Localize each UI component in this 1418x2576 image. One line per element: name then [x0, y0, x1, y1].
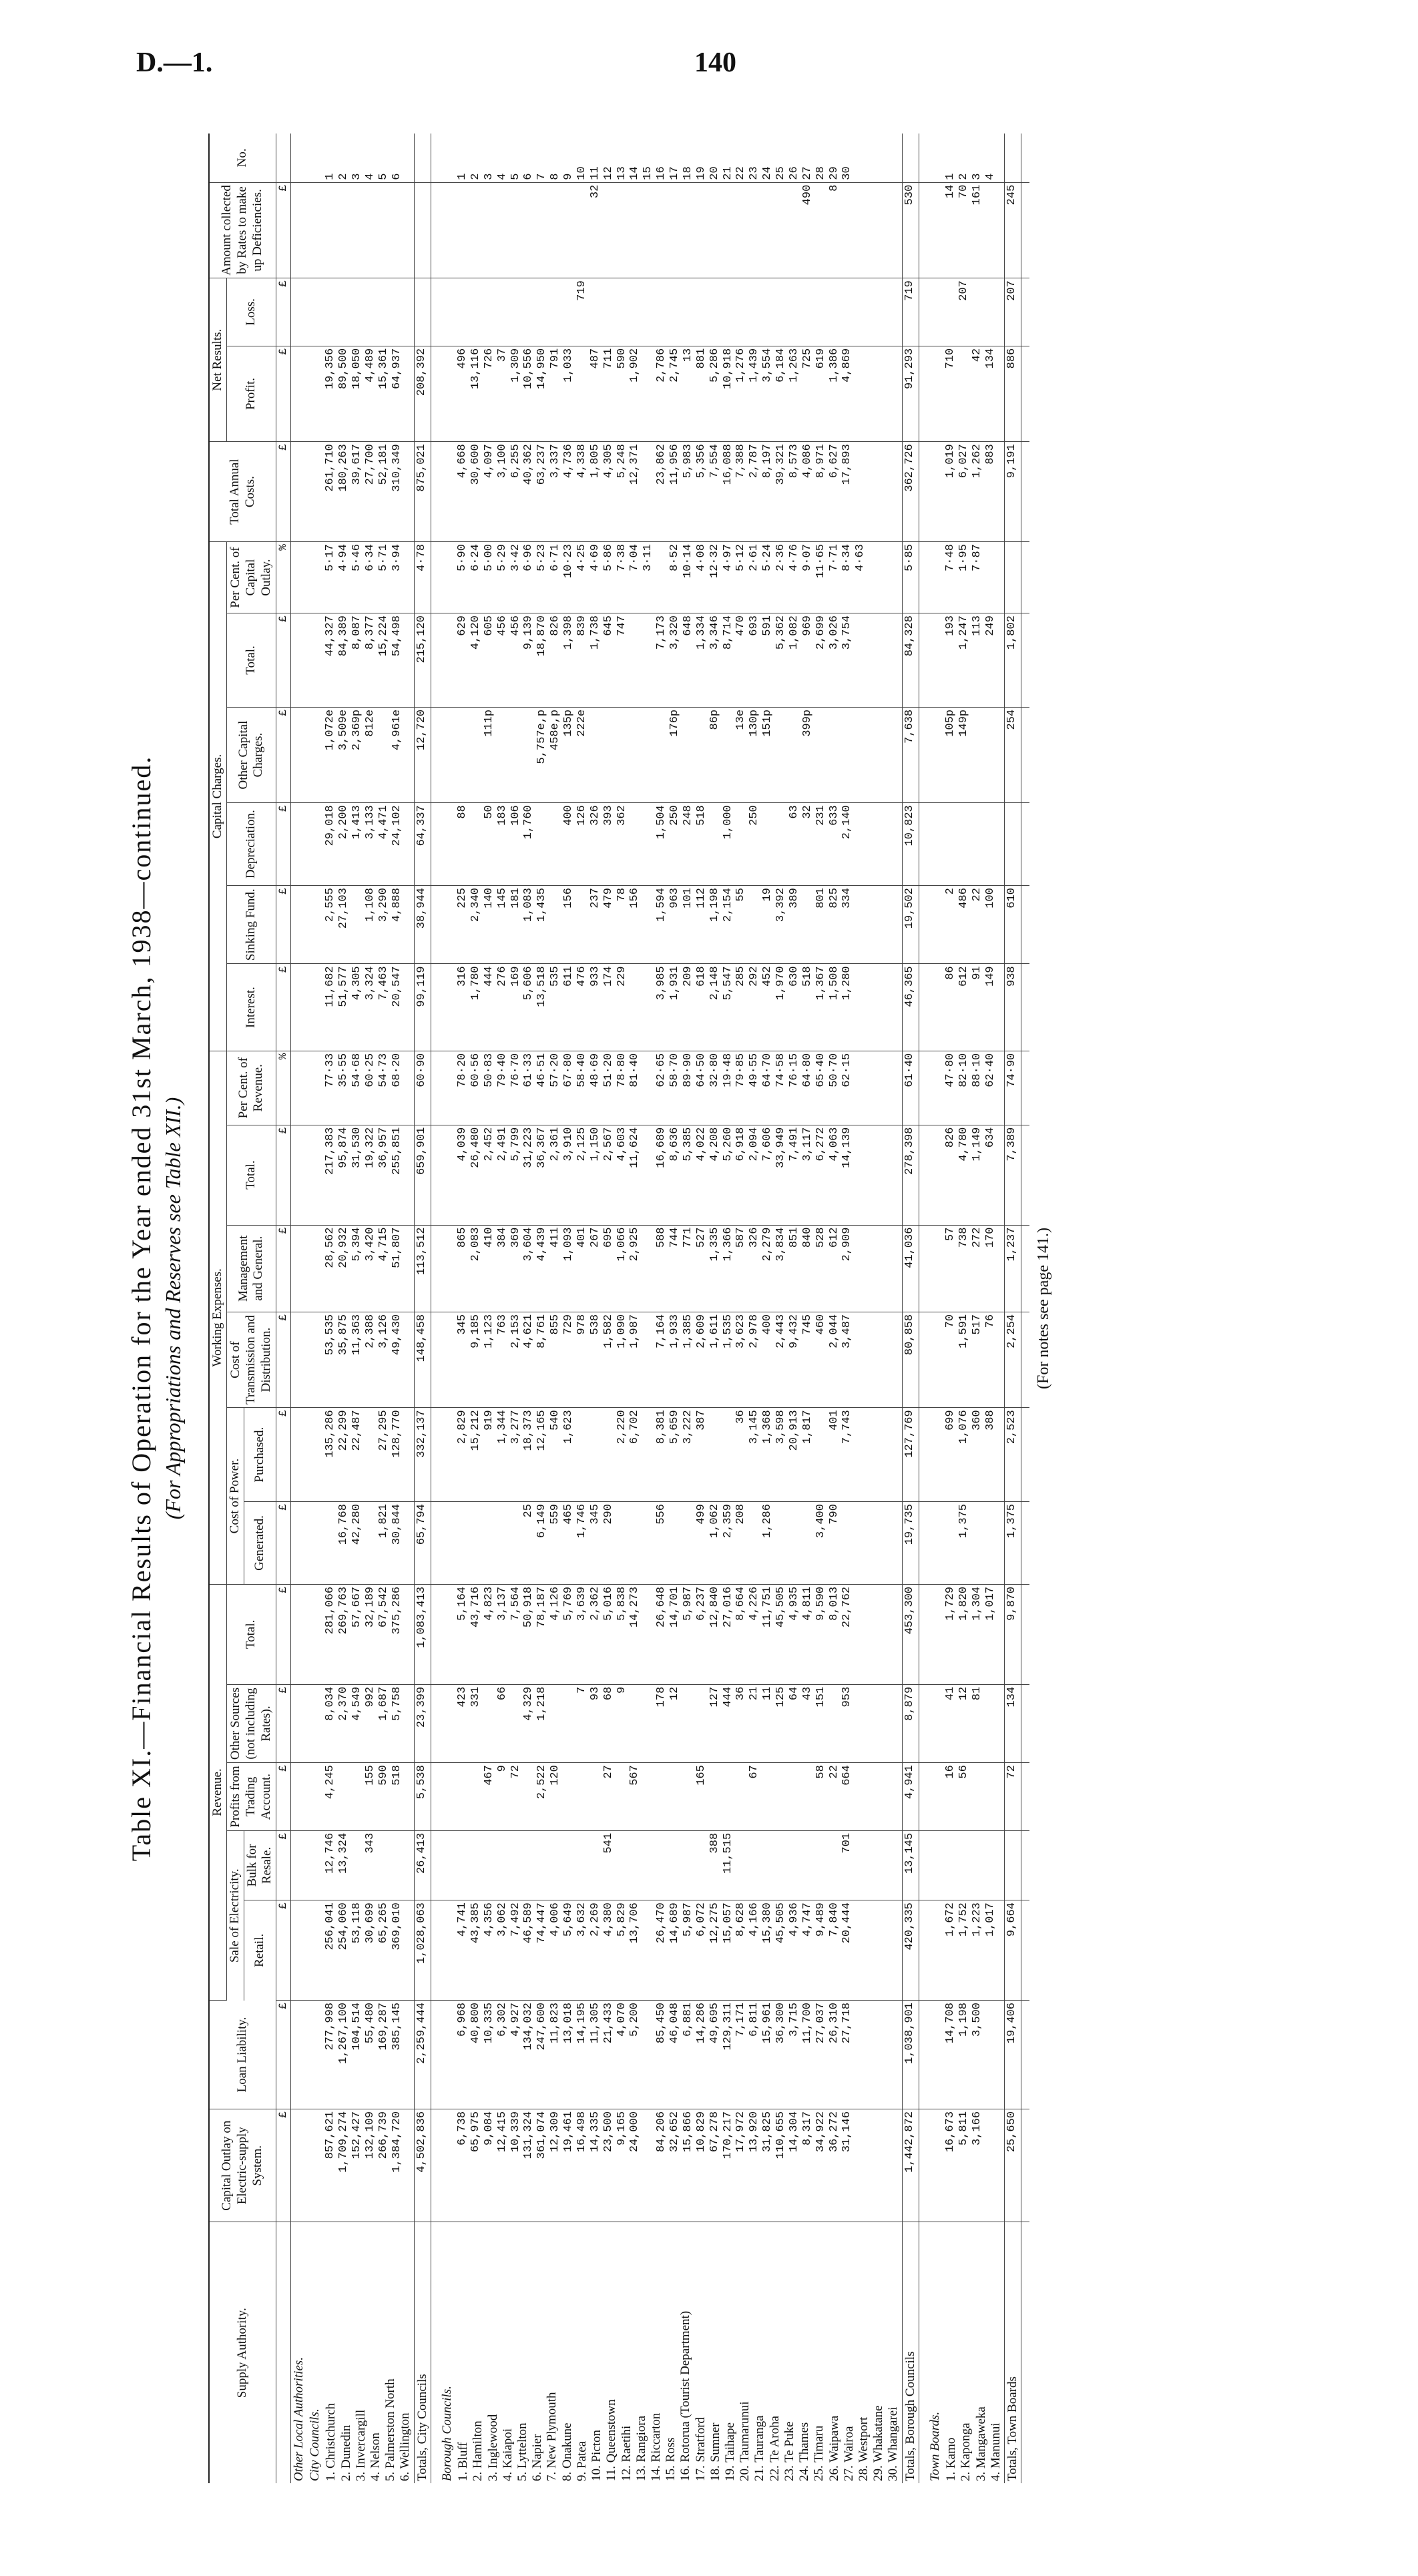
city-loss-column [323, 278, 414, 346]
borough-pct-rev-column: 78·20 60·56 50·83 79·40 76·70 61·33 46·51 57·20 67·80 58·40 48·69 51·20 78·80 81·40 62·65 58·70 89·90 64·50 32·80 19·48 79·85 49·55 64·70 74·58 76·15 64·80 65·40 50·70 62·15 [455, 1051, 902, 1125]
city-interest-column: 11,682 51,577 4,305 3,324 7,463 20,547 [323, 964, 414, 1051]
city-other-cap-column: 1,072e 3,509e 2,369p 812e 4,961e [323, 707, 414, 802]
capital-charges-header: Capital Charges. [209, 542, 226, 1051]
revenue-total-header: Total. [226, 1584, 276, 1684]
borough-loss-column: 719 [455, 278, 902, 346]
city-total-loan: 2,259,444 [414, 2001, 431, 2109]
town-total-cc-total: 1,802 [1004, 613, 1021, 708]
city-purchased-column: 135,286 22,299 22,487 27,295 128,770 [323, 1408, 414, 1502]
city-transmission-column: 53,535 35,875 11,363 2,388 3,126 49,430 [323, 1312, 414, 1407]
unit-cell: £ [276, 1830, 291, 1900]
supply-authority-header: Supply Authority. [209, 2222, 276, 2483]
unit-cell: £ [276, 613, 291, 708]
city-names: 1. Christchurch 2. Dunedin 3. Invercargill 4. Nelson 5. Palmerston North 6. Wellington [324, 2378, 413, 2481]
borough-total-label: Totals, Borough Councils [902, 2222, 919, 2483]
city-rates-column [323, 182, 414, 278]
city-rev-total-column: 281,066 269,763 57,667 32,189 67,542 375,286 [323, 1584, 414, 1684]
town-total-depreciation [1004, 803, 1021, 886]
town-pct-rev-column: 47·80 82·10 88·10 62·40 [943, 1051, 1004, 1125]
town-other-column: 41 12 81 [943, 1684, 1004, 1762]
unit-cell: £ [276, 1225, 291, 1312]
city-management-column: 28,562 20,932 5,394 3,420 4,715 51,807 [323, 1225, 414, 1312]
capital-total-header: Total. [226, 613, 276, 708]
town-generated-column: 1,375 [943, 1502, 1004, 1585]
town-total-retail: 9,664 [1004, 1900, 1021, 2001]
city-total-other-cap: 12,720 [414, 707, 431, 802]
borough-total-pct-rev: 61·40 [902, 1051, 919, 1125]
city-total-pct-rev: 60·90 [414, 1051, 431, 1125]
town-interest-column: 86 612 91 149 [943, 964, 1004, 1051]
percent-capital-header: Per Cent. of Capital Outlay. [226, 542, 276, 613]
city-total-rates [414, 182, 431, 278]
city-loan-column: 277,998 1,267,100 104,514 55,480 169,287 385,145 [323, 2001, 414, 2109]
unit-cell: £ [276, 1684, 291, 1762]
transmission-header: Cost of Transmission and Distribution. [226, 1312, 276, 1407]
city-row-numbers: 1 2 3 4 5 6 [323, 134, 414, 182]
borough-total-management: 41,036 [902, 1225, 919, 1312]
unit-cell: £ [276, 182, 291, 278]
city-total-retail: 1,028,063 [414, 1900, 431, 2001]
borough-total-depreciation: 10,823 [902, 803, 919, 886]
borough-total-purchased: 127,769 [902, 1408, 919, 1502]
borough-total-cc-total: 84,328 [902, 613, 919, 708]
town-total-generated: 1,375 [1004, 1502, 1021, 1585]
borough-total-bulk: 13,145 [902, 1830, 919, 1900]
city-generated-column: 16,768 42,280 1,821 30,844 [323, 1502, 414, 1585]
town-total-pct-cap [1004, 542, 1021, 613]
city-total-loss [414, 278, 431, 346]
city-profit-column: 19,356 89,500 18,050 4,489 15,361 64,937 [323, 346, 414, 441]
town-cc-total-column: 193 1,247 113 249 [943, 613, 1004, 708]
unit-cell: £ [276, 1502, 291, 1585]
city-depreciation-column: 29,018 2,200 1,413 3,133 4,471 24,102 [323, 803, 414, 886]
city-sinking-column: 2,555 27,103 1,108 3,290 4,888 [323, 886, 414, 964]
town-total-profits: 72 [1004, 1763, 1021, 1831]
borough-total-retail: 420,335 [902, 1900, 919, 2001]
borough-profit-column: 496 13,116 726 37 1,309 10,556 14,950 791 1,033 487 711 590 1,902 2,786 2,745 13 881 5,286 10,918 1,276 1,439 3,554 6,184 1,263 725 619 1,386 4,869 [455, 346, 902, 441]
generated-header: Generated. [244, 1502, 276, 1585]
borough-total-capital: 1,442,872 [902, 2109, 919, 2222]
section-borough-councils [439, 134, 455, 2483]
town-row-numbers: 1 2 3 4 [943, 134, 1004, 182]
borough-profits-column: 467 9 72 2,522 120 27 567 165 67 58 22 664 [455, 1763, 902, 1831]
city-total-row [414, 134, 431, 2483]
section-city-councils [307, 134, 323, 2483]
total-annual-costs-header: Total Annual Costs. [209, 442, 276, 542]
borough-other-cap-column: 111p 5,757e,p 458e,p 135p 222e 176p 86p 13e 130p 151p 399p [455, 707, 902, 802]
city-total-sinking: 38,944 [414, 886, 431, 964]
revenue-header: Revenue. [209, 1584, 226, 2000]
borough-generated-column: 25 6,149 559 465 1,746 345 290 556 499 1,062 2,359 208 1,286 3,400 790 [455, 1502, 902, 1585]
city-total-we-total: 659,901 [414, 1125, 431, 1225]
town-management-column: 57 738 272 170 [943, 1225, 1004, 1312]
table-subtitle: (For Appropriations and Reserves see Table XII.) [161, 1097, 185, 1520]
town-total-capital: 25,650 [1004, 2109, 1021, 2222]
town-capital-column: 16,673 5,811 3,166 [943, 2109, 1004, 2222]
borough-total-pct-cap: 5·85 [902, 542, 919, 613]
town-total-annual: 9,191 [1004, 442, 1021, 542]
other-capital-charges-header: Other Capital Charges. [226, 707, 276, 802]
unit-cell: % [276, 542, 291, 613]
working-expenses-header: Working Expenses. [209, 1051, 226, 1584]
profit-header: Profit. [226, 346, 276, 441]
city-retail-column: 256,041 254,060 53,118 30,699 65,265 369,010 [323, 1900, 414, 2001]
borough-total-transmission: 80,858 [902, 1312, 919, 1407]
city-we-total-column: 217,383 95,874 31,530 19,322 36,957 255,851 [323, 1125, 414, 1225]
town-sinking-column: 2 486 22 100 [943, 886, 1004, 964]
table-body [276, 134, 1030, 2483]
unit-cell: £ [276, 1900, 291, 2001]
town-profit-column: 710 42 134 [943, 346, 1004, 441]
unit-cell: £ [276, 2109, 291, 2222]
unit-cell: £ [276, 442, 291, 542]
city-pct-rev-column: 77·33 35·55 54·68 60·25 54·73 68·20 [323, 1051, 414, 1125]
town-total-label: Totals, Town Boards [1004, 2222, 1021, 2483]
town-rev-total-column: 1,729 1,820 1,304 1,017 [943, 1584, 1004, 1684]
borough-capital-column: 6,738 65,975 9,084 12,415 10,339 131,324 361,074 12,309 19,461 16,498 14,335 23,500 9,165 24,000 84,206 32,652 15,866 10,829 67,278 170,217 17,972 13,920 31,825 110,655 14,304 8,317 34,922 36,272 31,146 [455, 2109, 902, 2222]
sinking-fund-header: Sinking Fund. [226, 886, 276, 964]
town-we-total-column: 826 4,780 1,149 634 [943, 1125, 1004, 1225]
retail-header: Retail. [244, 1900, 276, 2001]
unit-cell: £ [276, 1763, 291, 1831]
town-total-transmission: 2,254 [1004, 1312, 1021, 1407]
borough-total-profit: 91,293 [902, 346, 919, 441]
trading-profits-header: Profits from Trading Account. [226, 1763, 276, 1831]
footnote: (For notes see page 141.) [1035, 1228, 1053, 1389]
city-total-transmission: 148,458 [414, 1312, 431, 1407]
borough-management-column: 865 2,083 410 384 369 3,604 4,439 411 1,093 401 267 695 1,066 2,925 588 744 771 527 1,335 1,366 587 326 2,279 3,834 851 840 528 612 2,909 [455, 1225, 902, 1312]
city-total-purchased: 332,137 [414, 1408, 431, 1502]
unit-cell: £ [276, 278, 291, 346]
town-total-loss: 207 [1004, 278, 1021, 346]
rotated-table-page [120, 134, 1275, 2483]
depreciation-header: Depreciation. [226, 803, 276, 886]
town-total-loan: 19,406 [1004, 2001, 1021, 2109]
borough-names: 1. Bluff 2. Hamilton 3. Inglewood 4. Kaiapoi 5. Lyttelton 6. Napier 7. New Plymouth 8. Onakune 9. Patea 10. Picton 11. Queenstown 12. Raetihi 13. Rangiora 14. Riccarton 15. Ross 16. Rotorua (Tourist Department) 17. Stratford 18. Sumner 19. Taihape 20. Taumarunui 21. Tauranga 22. Te Aroha 23. Te Puke 24. Thames 25. Timaru 26. Waipawa 27. Wairoa 28. Westport 29. Whakatane 30. Whangarei [456, 2310, 901, 2481]
page-ref: D.—1. [136, 47, 213, 78]
borough-total-other-cap: 7,638 [902, 707, 919, 802]
unit-cell: £ [276, 1125, 291, 1225]
city-annual-column: 261,710 180,263 39,617 27,700 52,181 310,349 [323, 442, 414, 542]
town-total-pct-rev: 74·90 [1004, 1051, 1021, 1125]
borough-purchased-column: 2,829 15,212 919 1,344 3,277 18,373 12,165 540 1,623 2,220 6,702 8,381 5,659 3,222 387 36 3,145 1,368 3,598 20,913 1,817 401 7,743 [455, 1408, 902, 1502]
section-borough-councils-label: Borough Councils. [439, 2386, 454, 2481]
city-total-annual: 875,021 [414, 442, 431, 542]
borough-row-numbers: 1 2 3 4 5 6 7 8 9 10 11 12 13 14 15 16 17 18 19 20 21 22 23 24 25 26 27 28 29 30 [455, 134, 902, 182]
unit-cell: £ [276, 707, 291, 802]
unit-cell: % [276, 1051, 291, 1125]
unit-cell: £ [276, 1312, 291, 1407]
unit-cell: £ [276, 1584, 291, 1684]
borough-total-loss: 719 [902, 278, 919, 346]
city-total-capital: 4,502,836 [414, 2109, 431, 2222]
city-total-label: Totals, City Councils [414, 2222, 431, 2483]
town-names: 1. Kamo 2. Kaponga 3. Mangaweka 4. Manunui [944, 2406, 1003, 2481]
town-total-management: 1,237 [1004, 1225, 1021, 1312]
city-total-pct-cap: 4·78 [414, 542, 431, 613]
borough-interest-column: 316 1,780 444 276 169 5,606 13,518 535 611 476 933 174 229 3,985 1,931 209 618 2,148 5,547 285 292 452 1,970 630 518 1,367 1,508 1,280 [455, 964, 902, 1051]
town-total-rates: 245 [1004, 182, 1021, 278]
section-city-councils-label: City Councils. [308, 2408, 322, 2481]
borough-cc-total-column: 629 4,120 605 456 456 9,139 18,870 826 1,398 839 1,738 645 747 7,173 3,320 648 1,334 3,346 8,714 470 693 591 5,362 1,082 969 2,699 3,026 3,754 [455, 613, 902, 708]
unit-cell: £ [276, 2001, 291, 2109]
borough-depreciation-column: 88 50 183 106 1,760 400 126 326 393 362 1,504 250 248 518 1,000 250 63 32 231 633 2,140 [455, 803, 902, 886]
town-annual-column: 1,019 6,027 1,262 883 [943, 442, 1004, 542]
borough-sinking-column: 225 2,340 140 145 181 1,083 1,435 156 237 479 78 156 1,594 963 101 112 1,198 2,154 55 19 3,392 389 801 825 334 [455, 886, 902, 964]
borough-retail-column: 4,741 43,385 4,356 3,062 7,492 46,589 74,447 4,006 5,649 3,632 2,269 4,380 5,829 13,706 26,470 14,689 5,987 6,072 12,275 15,057 8,628 4,166 15,380 45,505 4,936 4,747 9,489 7,840 20,444 [455, 1900, 902, 2001]
borough-total-other: 8,879 [902, 1684, 919, 1762]
unit-cell: £ [276, 1408, 291, 1502]
city-bulk-column: 12,746 13,324 343 [323, 1830, 414, 1900]
borough-total-rates: 530 [902, 182, 919, 278]
borough-we-total-column: 4,039 26,480 2,452 2,491 5,799 31,223 36,367 2,361 3,910 2,125 1,150 2,567 4,603 11,624 16,689 8,636 5,385 4,022 4,208 5,260 6,918 2,094 7,606 33,949 7,491 3,117 6,272 4,063 14,139 [455, 1125, 902, 1225]
section-town-boards [927, 134, 943, 2483]
city-capital-column: 857,621 1,709,274 152,427 132,109 266,739 1,384,720 [323, 2109, 414, 2222]
spacer-row [1021, 134, 1030, 2483]
borough-rates-column: 32 490 8 [455, 182, 902, 278]
net-results-header: Net Results. [209, 278, 226, 442]
town-bulk-column [943, 1830, 1004, 1900]
town-total-purchased: 2,523 [1004, 1408, 1021, 1502]
town-rows [943, 134, 1004, 2483]
cost-of-power-header: Cost of Power. [226, 1408, 244, 1585]
city-other-column: 8,034 2,370 4,549 992 1,687 5,758 [323, 1684, 414, 1762]
town-loss-column: 207 [943, 278, 1004, 346]
borough-pct-cap-column: 5·90 6·24 5·00 5·29 3·42 6·96 5·23 6·71 10·23 4·25 4·69 5·86 7·38 7·04 3·11 8·52 10·14 4·08 12·32 4·97 5·12 2·61 5·24 2·36 4·76 9·07 11·65 7·71 8·34 4·63 [455, 542, 902, 613]
rates-collected-header: Amount collected by Rates to make up Deficiencies. [209, 182, 276, 278]
town-total-row [1004, 134, 1021, 2483]
other-sources-header: Other Sources (not including Rates). [226, 1684, 276, 1762]
borough-total-interest: 46,365 [902, 964, 919, 1051]
city-cc-total-column: 44,327 84,389 8,087 8,377 15,224 54,498 [323, 613, 414, 708]
loss-header: Loss. [226, 278, 276, 346]
unit-cell: £ [276, 886, 291, 964]
town-other-cap-column: 105p 149p [943, 707, 1004, 802]
city-total-interest: 99,119 [414, 964, 431, 1051]
borough-total-profits: 4,941 [902, 1763, 919, 1831]
city-total-management: 113,512 [414, 1225, 431, 1312]
borough-total-annual: 362,726 [902, 442, 919, 542]
town-retail-column: 1,672 1,752 1,223 1,017 [943, 1900, 1004, 2001]
interest-header: Interest. [226, 964, 276, 1051]
town-total-interest: 938 [1004, 964, 1021, 1051]
borough-bulk-column: 541 388 11,515 701 [455, 1830, 902, 1900]
unit-row [276, 134, 291, 2483]
town-total-profit: 886 [1004, 346, 1021, 441]
city-rows [323, 134, 414, 2483]
city-total-bulk: 26,413 [414, 1830, 431, 1900]
borough-total-rev-total: 453,300 [902, 1584, 919, 1684]
unit-cell: £ [276, 803, 291, 886]
city-total-cc-total: 215,120 [414, 613, 431, 708]
borough-loan-column: 6,968 40,800 10,335 6,302 4,927 134,032 247,600 11,823 13,018 14,195 11,305 21,433 4,070 5,200 85,450 46,048 6,881 14,286 49,695 129,311 7,171 6,811 15,961 36,300 3,715 11,700 27,037 26,310 27,718 [455, 2001, 902, 2109]
page-number: 140 [694, 47, 736, 78]
capital-outlay-header: Capital Outlay on Electric-supply System. [209, 2109, 276, 2222]
town-total-we-total: 7,389 [1004, 1125, 1021, 1225]
town-total-other: 134 [1004, 1684, 1021, 1762]
city-total-other: 23,399 [414, 1684, 431, 1762]
table-title: Table XI.—Financial Results of Operation for the Year ended 31st March, 1938—continued. [126, 755, 156, 1862]
town-total-sinking: 610 [1004, 886, 1021, 964]
city-total-rev-total: 1,083,413 [414, 1584, 431, 1684]
bulk-resale-header: Bulk for Resale. [244, 1830, 276, 1900]
borough-other-column: 423 331 66 4,329 1,218 7 93 68 9 178 12 127 444 36 21 11 125 64 43 151 953 [455, 1684, 902, 1762]
borough-total-generated: 19,735 [902, 1502, 919, 1585]
sale-of-electricity-header: Sale of Electricity. [226, 1830, 244, 2000]
town-total-rev-total: 9,870 [1004, 1584, 1021, 1684]
town-pct-cap-column: 7·48 1·95 7·87 [943, 542, 1004, 613]
spacer-row [919, 134, 927, 2483]
city-pct-cap-column: 5·17 4·94 5·46 6·34 5·71 3·94 [323, 542, 414, 613]
section-town-boards-label: Town Boards. [927, 2411, 942, 2481]
borough-rev-total-column: 5,164 43,716 4,823 3,137 7,564 50,918 78,187 4,126 5,769 3,639 2,362 5,016 5,838 14,273 26,648 14,701 5,987 6,237 12,840 27,016 8,664 4,226 11,751 45,505 4,935 4,811 9,590 8,013 22,762 [455, 1584, 902, 1684]
town-rates-column: 14 70 161 [943, 182, 1004, 278]
financial-results-table [208, 134, 1029, 2483]
town-profits-column: 16 56 [943, 1763, 1004, 1831]
borough-rows [455, 134, 902, 2483]
borough-annual-column: 4,668 30,600 4,097 3,100 6,255 40,362 63,237 3,337 4,736 4,338 1,805 4,305 5,248 12,371 23,862 11,956 5,983 5,356 7,554 16,088 7,388 2,787 8,197 39,321 8,573 4,086 8,971 6,627 17,893 [455, 442, 902, 542]
unit-cell: £ [276, 346, 291, 441]
town-transmission-column: 70 1,591 517 76 [943, 1312, 1004, 1407]
loan-liability-header: Loan Liability. [209, 2001, 276, 2109]
borough-total-loan: 1,038,901 [902, 2001, 919, 2109]
borough-total-sinking: 19,502 [902, 886, 919, 964]
spacer-row [431, 134, 439, 2483]
purchased-header: Purchased. [244, 1408, 276, 1502]
town-loan-column: 14,708 1,198 3,500 [943, 2001, 1004, 2109]
borough-total-row [902, 134, 919, 2483]
borough-total-we-total: 278,398 [902, 1125, 919, 1225]
city-total-profits: 5,538 [414, 1763, 431, 1831]
section-other-local-authorities [290, 134, 307, 2483]
town-total-other-cap: 254 [1004, 707, 1021, 802]
section-other-local-authorities-label: Other Local Authorities. [291, 2357, 306, 2481]
city-total-profit: 208,392 [414, 346, 431, 441]
city-profits-column: 4,245 155 590 518 [323, 1763, 414, 1831]
town-total-bulk [1004, 1830, 1021, 1900]
row-number-header: No. [209, 134, 276, 182]
management-header: Management and General. [226, 1225, 276, 1312]
town-depreciation-column [943, 803, 1004, 886]
percent-revenue-header: Per Cent. of Revenue. [226, 1051, 276, 1125]
town-purchased-column: 699 1,076 360 388 [943, 1408, 1004, 1502]
city-total-depreciation: 64,337 [414, 803, 431, 886]
working-total-header: Total. [226, 1125, 276, 1225]
borough-transmission-column: 345 9,185 1,123 763 2,153 4,621 8,761 855 729 978 538 1,582 1,090 1,987 7,164 1,933 1,385 2,609 1,611 1,535 3,623 2,978 400 2,443 9,432 745 460 2,044 3,487 [455, 1312, 902, 1407]
city-total-generated: 65,794 [414, 1502, 431, 1585]
unit-cell: £ [276, 964, 291, 1051]
